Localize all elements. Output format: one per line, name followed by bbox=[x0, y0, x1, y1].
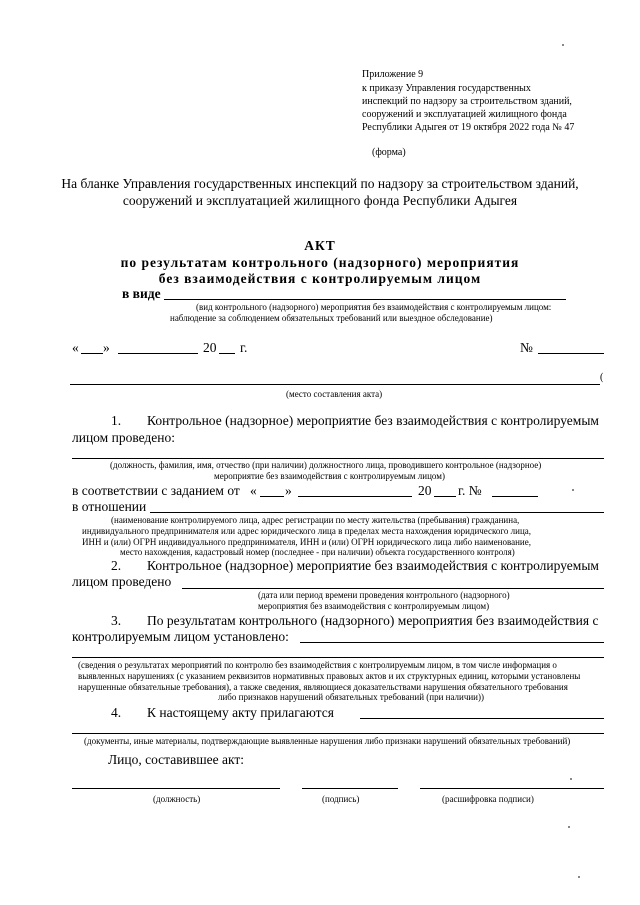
section-3-number: 3. bbox=[111, 613, 122, 628]
regard-hint-1: (наименование контролируемого лица, адрес регистрации по месту жительства (пребывания) гражданина, bbox=[111, 515, 520, 525]
date-close-quote: » bbox=[103, 340, 110, 355]
section-3-hint-3: нарушенные обязательные требования), а также сведения, являющиеся доказательствами нарушения обязательного требования bbox=[78, 682, 568, 692]
decode-field[interactable] bbox=[420, 788, 604, 789]
section-3-findings-line-1[interactable] bbox=[300, 642, 604, 643]
task-month-field[interactable] bbox=[298, 496, 412, 497]
regard-input-line[interactable] bbox=[150, 512, 604, 513]
date-year-prefix: 20 bbox=[203, 340, 217, 355]
task-year-field[interactable] bbox=[434, 496, 456, 497]
position-hint: (должность) bbox=[153, 794, 201, 804]
appendix-line-2: к приказу Управления государственных bbox=[362, 83, 531, 94]
section-3-text-2: контролируемым лицом установлено: bbox=[72, 629, 289, 644]
date-year-suffix: г. bbox=[240, 340, 248, 355]
regard-label: в отношении bbox=[72, 499, 147, 514]
regard-hint-4: место нахождения, кадастровый номер (последнее - при наличии) объекта государственного контроля) bbox=[120, 547, 515, 557]
sign-hint: (подпись) bbox=[322, 794, 360, 804]
section-3-findings-line-2[interactable] bbox=[72, 657, 604, 658]
view-hint-1: (вид контрольного (надзорного) мероприятия без взаимодействия с контролируемым лицом: bbox=[196, 302, 552, 312]
date-month-field[interactable] bbox=[118, 353, 198, 354]
letterhead-line-2: сооружений и эксплуатацией жилищного фонда Республики Адыгея bbox=[122, 193, 518, 208]
section-1-hint-1: (должность, фамилия, имя, отчество (при наличии) должностного лица, проводившего контрольное (надзорное) bbox=[110, 460, 542, 470]
scan-speck bbox=[572, 489, 574, 491]
section-2-hint-1: (дата или период времени проведения контрольного (надзорного) bbox=[258, 590, 510, 600]
section-2-period-line[interactable] bbox=[182, 588, 604, 589]
task-close-quote: » bbox=[285, 483, 292, 498]
section-1-official-line[interactable] bbox=[72, 458, 604, 459]
section-2-text-2: лицом проведено bbox=[72, 574, 172, 589]
section-1-text-2: лицом проведено: bbox=[72, 430, 176, 445]
appendix-line-3: инспекций по надзору за строительством зданий, bbox=[362, 96, 572, 107]
section-3-text-1: По результатам контрольного (надзорного) мероприятия без взаимодействия с bbox=[147, 613, 599, 628]
view-input-line[interactable] bbox=[164, 299, 566, 300]
section-4-number: 4. bbox=[111, 705, 122, 720]
task-year-prefix: 20 bbox=[418, 483, 432, 498]
number-label: № bbox=[520, 340, 533, 355]
task-day-field[interactable] bbox=[260, 496, 284, 497]
task-suffix: г. № bbox=[458, 483, 482, 498]
section-2-hint-2: мероприятия без взаимодействия с контролируемым лицом) bbox=[258, 601, 490, 611]
place-input-line[interactable] bbox=[70, 384, 600, 385]
scan-speck bbox=[570, 778, 572, 780]
task-open-quote: « bbox=[250, 483, 257, 498]
act-number-field[interactable] bbox=[538, 353, 604, 354]
regard-hint-3: ИНН и (или) ОГРН индивидуального предпринимателя, ИНН и (или) ОГРН юридического лица либо наименование, bbox=[82, 537, 531, 547]
section-3-hint-2: выявленных нарушениях (с указанием реквизитов нормативных правовых актов и их структурных единиц, которыми установлены bbox=[78, 671, 581, 681]
sign-field[interactable] bbox=[302, 788, 398, 789]
regard-hint-2: индивидуального предпринимателя или адрес юридического лица в пределах места нахождения юридического лица, bbox=[82, 526, 532, 536]
place-hint: (место составления акта) bbox=[286, 389, 383, 399]
view-label: в виде bbox=[122, 286, 161, 301]
scan-speck bbox=[578, 876, 580, 878]
decode-hint: (расшифровка подписи) bbox=[442, 794, 534, 804]
section-1-number: 1. bbox=[111, 413, 122, 428]
section-2-number: 2. bbox=[111, 558, 122, 573]
section-4-hint: (документы, иные материалы, подтверждающие выявленные нарушения либо признаки нарушений обязательных требований) bbox=[84, 736, 571, 746]
view-hint-2: наблюдение за соблюдением обязательных требований или выездное обследование) bbox=[170, 313, 493, 323]
appendix-line-5: Республики Адыгея от 19 октября 2022 года № 47 bbox=[362, 122, 575, 133]
appendix-line-4: сооружений и эксплуатацией жилищного фонда bbox=[362, 109, 567, 120]
section-1-hint-2: мероприятие без взаимодействия с контролируемым лицом) bbox=[214, 471, 445, 481]
appendix-line-1: Приложение 9 bbox=[362, 69, 424, 80]
date-year-field[interactable] bbox=[219, 353, 235, 354]
section-3-hint-1: (сведения о результатах мероприятий по контролю без взаимодействия с контролируемым лицом, в том числе информация о bbox=[78, 660, 557, 670]
act-subtitle-1: по результатам контрольного (надзорного) мероприятия bbox=[120, 255, 520, 270]
date-day-field[interactable] bbox=[81, 353, 103, 354]
task-label: в соответствии с заданием от bbox=[72, 483, 240, 498]
section-3-hint-4: либо признаков нарушений обязательных требований (при наличии)) bbox=[218, 692, 484, 702]
section-1-text-1: Контрольное (надзорное) мероприятие без взаимодействия с контролируемым bbox=[147, 413, 599, 428]
signature-label: Лицо, составившее акт: bbox=[108, 752, 244, 767]
section-4-text: К настоящему акту прилагаются bbox=[147, 705, 334, 720]
act-title: АКТ bbox=[304, 238, 336, 253]
position-field[interactable] bbox=[72, 788, 280, 789]
date-open-quote: « bbox=[72, 340, 79, 355]
form-label: (форма) bbox=[372, 147, 406, 158]
section-4-attachments-line-1[interactable] bbox=[360, 718, 604, 719]
act-subtitle-2: без взаимодействия с контролируемым лицом bbox=[158, 271, 482, 286]
section-4-attachments-line-2[interactable] bbox=[72, 733, 604, 734]
scan-speck bbox=[568, 826, 570, 828]
scan-speck bbox=[562, 44, 564, 46]
letterhead-line-1: На бланке Управления государственных инспекций по надзору за строительством зданий, bbox=[61, 176, 579, 191]
task-number-field[interactable] bbox=[492, 496, 538, 497]
section-2-text-1: Контрольное (надзорное) мероприятие без взаимодействия с контролируемым bbox=[147, 558, 599, 573]
